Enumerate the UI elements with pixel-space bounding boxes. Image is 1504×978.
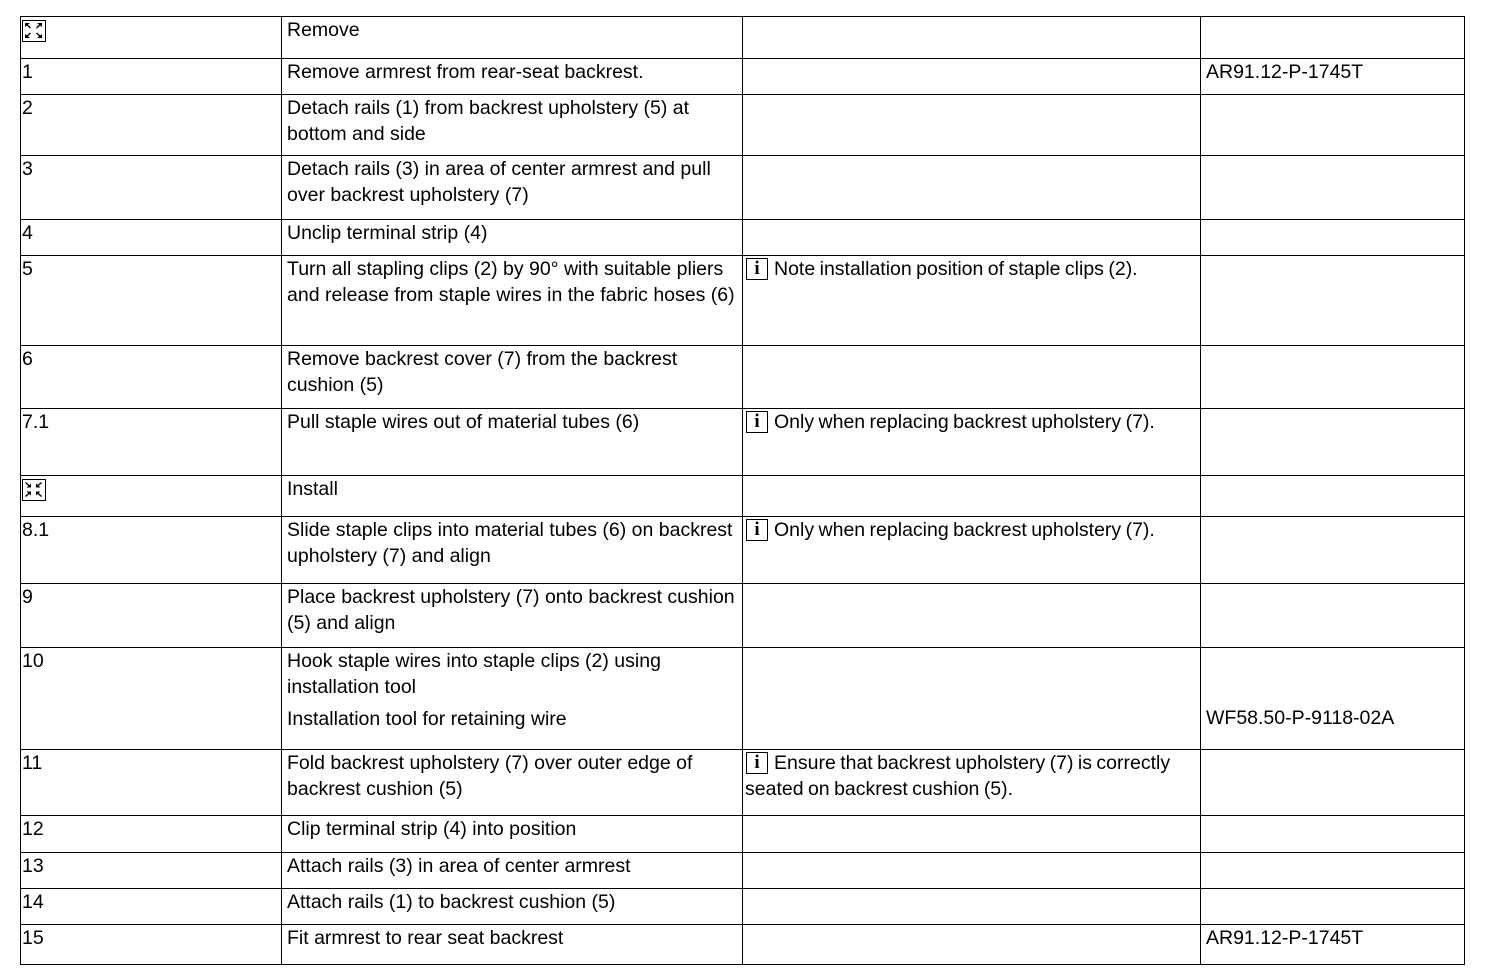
reference-cell: [1201, 156, 1465, 220]
note-cell: [743, 517, 1201, 584]
reference-cell: [1201, 584, 1465, 648]
step-text: Place backrest upholstery (7) onto backrest cushion (5) and align: [282, 584, 743, 648]
reference-cell: [1201, 517, 1465, 584]
note-cell: [743, 17, 1201, 59]
note-text: Ensure that backrest upholstery (7) is correctly seated on backrest cushion (5).: [745, 752, 1171, 800]
table-row: [21, 256, 1465, 346]
table-row: [21, 816, 1465, 853]
step-text-cell: [282, 648, 743, 750]
table-row: [21, 517, 1465, 584]
step-text: Detach rails (1) from backrest upholstery (5) at bottom and side: [282, 95, 743, 156]
note-text: Note installation position of staple clips (2).: [774, 258, 1138, 280]
step-text: Hook staple wires into staple clips (2) using installation tool: [287, 650, 661, 698]
note-cell: [743, 59, 1201, 95]
reference-cell: [1201, 853, 1465, 889]
step-number: 2: [21, 95, 282, 156]
note-cell: [743, 648, 1201, 750]
reference-cell: [1201, 816, 1465, 853]
step-number: 5: [21, 256, 282, 346]
info-icon: i: [746, 411, 768, 433]
step-number: 8.1: [21, 517, 282, 584]
step-number: 1: [21, 59, 282, 95]
note-text: Only when replacing backrest upholstery (7).: [774, 411, 1155, 433]
table-row: [21, 156, 1465, 220]
reference-cell: [1201, 750, 1465, 816]
section-row-install: [21, 476, 1465, 517]
reference-link[interactable]: AR91.12-P-1745T: [1201, 59, 1465, 95]
step-number: 13: [21, 853, 282, 889]
info-icon: i: [746, 258, 768, 280]
step-cell: [21, 476, 282, 517]
note-cell: [743, 220, 1201, 256]
reference-cell: [1201, 409, 1465, 476]
table-row: [21, 584, 1465, 648]
step-text: Pull staple wires out of material tubes (6): [282, 409, 743, 476]
note-cell: [743, 346, 1201, 409]
reference-cell: [1201, 476, 1465, 517]
table-row: [21, 95, 1465, 156]
step-subtext: Installation tool for retaining wire: [287, 708, 567, 730]
note-cell: [743, 750, 1201, 816]
remove-icon: [22, 20, 46, 42]
step-number: 7.1: [21, 409, 282, 476]
table-row: [21, 409, 1465, 476]
table-row: [21, 889, 1465, 925]
step-text: Clip terminal strip (4) into position: [282, 816, 743, 853]
procedure-table: [20, 16, 1465, 965]
note-cell: [743, 816, 1201, 853]
step-text: Slide staple clips into material tubes (6) on backrest upholstery (7) and align: [282, 517, 743, 584]
info-icon: i: [746, 752, 768, 774]
note-cell: [743, 409, 1201, 476]
reference-cell: [1201, 346, 1465, 409]
step-text: Attach rails (1) to backrest cushion (5): [282, 889, 743, 925]
step-text: Remove backrest cover (7) from the backrest cushion (5): [282, 346, 743, 409]
table-row: [21, 750, 1465, 816]
step-number: 12: [21, 816, 282, 853]
step-text: Turn all stapling clips (2) by 90° with suitable pliers and release from staple wires in the fabric hoses (6): [282, 256, 743, 346]
note-cell: [743, 156, 1201, 220]
section-row-remove: [21, 17, 1465, 59]
step-text: Unclip terminal strip (4): [282, 220, 743, 256]
table-row: [21, 925, 1465, 965]
table-row: [21, 346, 1465, 409]
note-cell: [743, 925, 1201, 965]
note-cell: [743, 889, 1201, 925]
reference-cell: [1201, 648, 1465, 750]
step-cell: [21, 17, 282, 59]
reference-cell: [1201, 220, 1465, 256]
step-text: Remove: [282, 17, 743, 59]
table-row: [21, 220, 1465, 256]
step-text: Fold backrest upholstery (7) over outer edge of backrest cushion (5): [282, 750, 743, 816]
info-icon: i: [746, 519, 768, 541]
note-cell: [743, 476, 1201, 517]
step-number: 3: [21, 156, 282, 220]
step-number: 6: [21, 346, 282, 409]
table-row: [21, 59, 1465, 95]
reference-cell: [1201, 95, 1465, 156]
step-text: Remove armrest from rear-seat backrest.: [282, 59, 743, 95]
note-cell: [743, 256, 1201, 346]
reference-link[interactable]: WF58.50-P-9118-02A: [1206, 707, 1395, 729]
reference-cell: [1201, 256, 1465, 346]
note-cell: [743, 95, 1201, 156]
note-cell: [743, 853, 1201, 889]
step-number: 9: [21, 584, 282, 648]
step-number: 10: [21, 648, 282, 750]
install-icon: [22, 479, 46, 501]
table-row: [21, 853, 1465, 889]
step-text: Fit armrest to rear seat backrest: [282, 925, 743, 965]
reference-cell: [1201, 889, 1465, 925]
note-cell: [743, 584, 1201, 648]
step-number: 14: [21, 889, 282, 925]
step-number: 15: [21, 925, 282, 965]
step-text: Attach rails (3) in area of center armrest: [282, 853, 743, 889]
table-row: [21, 648, 1465, 750]
step-number: 11: [21, 750, 282, 816]
step-text: Detach rails (3) in area of center armrest and pull over backrest upholstery (7): [282, 156, 743, 220]
note-text: Only when replacing backrest upholstery (7).: [774, 519, 1155, 541]
reference-link[interactable]: AR91.12-P-1745T: [1201, 925, 1465, 965]
reference-cell: [1201, 17, 1465, 59]
step-number: 4: [21, 220, 282, 256]
step-text: Install: [282, 476, 743, 517]
